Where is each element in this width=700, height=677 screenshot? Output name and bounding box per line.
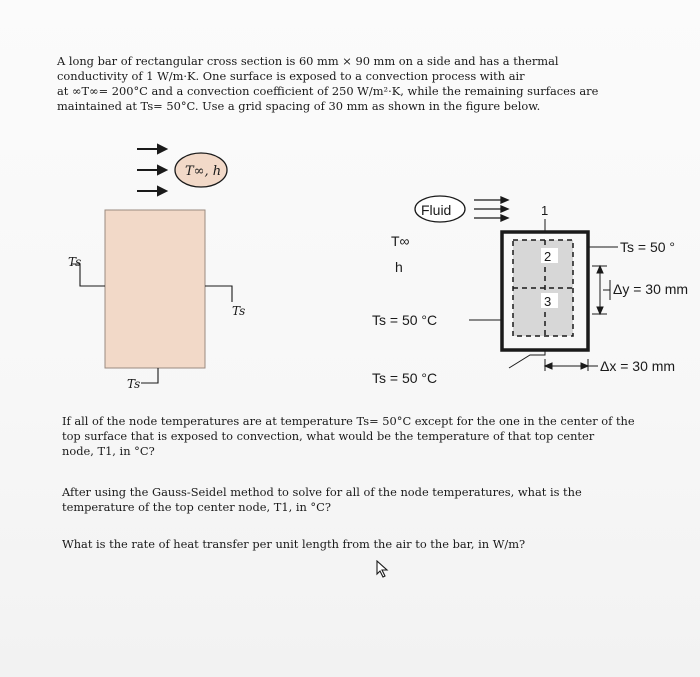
node-1-label: 1 bbox=[541, 203, 549, 218]
flow-label: T∞, h bbox=[185, 164, 222, 179]
node-3-label: 3 bbox=[544, 294, 552, 309]
problem-line: conductivity of 1 W/m·K. One surface is exposed to a convection process with air bbox=[57, 69, 525, 83]
ts-left-label: Ts bbox=[68, 255, 82, 269]
ts-top-right-label: Ts = 50 ° bbox=[620, 239, 676, 255]
dy-dimension bbox=[592, 266, 610, 314]
node-2-label: 2 bbox=[544, 249, 552, 264]
dx-dimension bbox=[545, 359, 598, 371]
question-1 bbox=[62, 414, 635, 459]
h-label: h bbox=[395, 259, 403, 275]
question-line: temperature of the top center node, T1, in °C? bbox=[62, 500, 331, 514]
fluid-flow-icon bbox=[474, 197, 508, 221]
question-3 bbox=[62, 537, 525, 552]
problem-line: maintained at Ts= 50°C. Use a grid spacing of 30 mm as shown in the figure below. bbox=[57, 99, 541, 113]
question-line: top surface that is exposed to convection, what would be the temperature of that top center bbox=[62, 429, 595, 443]
fluid-label: Fluid bbox=[421, 202, 452, 218]
question-line: What is the rate of heat transfer per unit length from the air to the bar, in W/m? bbox=[62, 537, 526, 551]
question-2 bbox=[62, 485, 582, 515]
t-inf-label: T∞ bbox=[391, 233, 410, 249]
question-line: After using the Gauss-Seidel method to solve for all of the node temperatures, what is the bbox=[62, 485, 582, 499]
mouse-cursor-icon bbox=[376, 560, 390, 578]
dy-label: Δy = 30 mm bbox=[613, 281, 689, 297]
dx-label: Δx = 30 mm bbox=[600, 358, 676, 374]
ts-right-label: Ts bbox=[232, 304, 246, 318]
problem-line: at ∞T∞= 200°C and a convection coefficient of 250 W/m²·K, while the remaining surfaces are bbox=[57, 84, 599, 98]
question-line: node, T1, in °C? bbox=[62, 444, 155, 458]
question-line: If all of the node temperatures are at temperature Ts= 50°C except for the one in the center of the bbox=[62, 414, 635, 428]
ts-bottom-label: Ts bbox=[127, 377, 141, 391]
ts-left-mid-label: Ts = 50 °C bbox=[372, 312, 438, 328]
problem-line: A long bar of rectangular cross section is 60 mm × 90 mm on a side and has a thermal bbox=[57, 54, 559, 68]
ts-bottom-label: Ts = 50 °C bbox=[372, 370, 438, 386]
